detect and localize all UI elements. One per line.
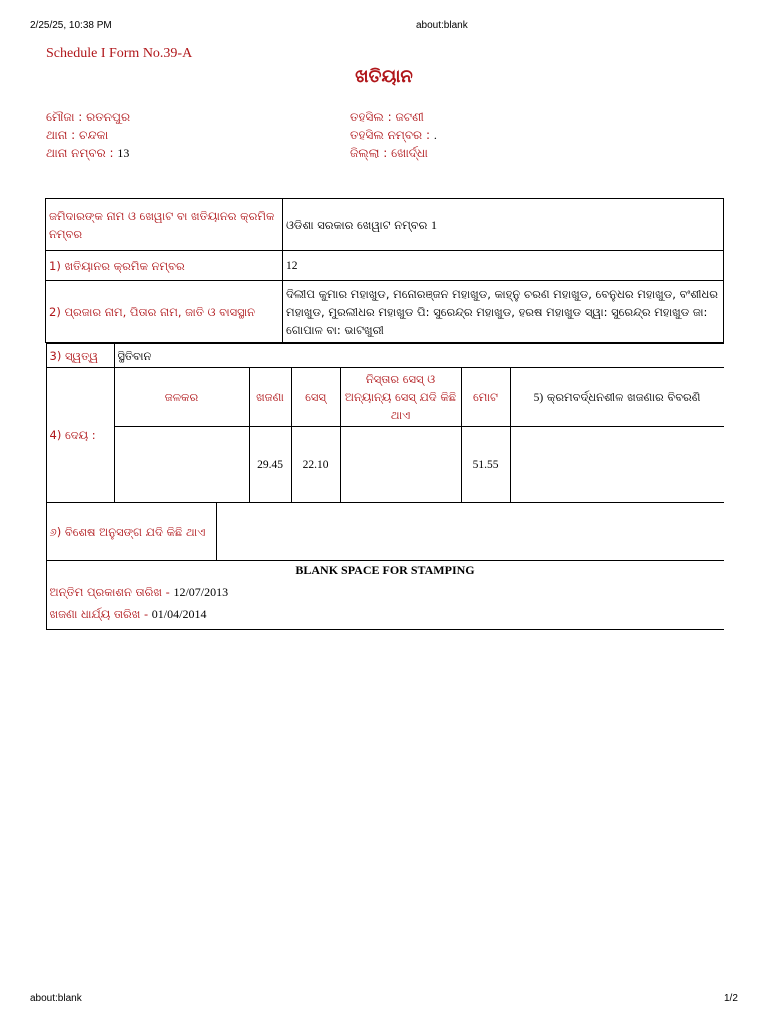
dues-header-ses: ସେସ୍ bbox=[291, 368, 340, 427]
progressive-label: କ୍ରମବର୍ଦ୍ଧନଶୀଳ ଖଜଣାର ବିବରଣି bbox=[546, 389, 701, 404]
table-row bbox=[46, 251, 724, 281]
tahasil-row bbox=[350, 108, 437, 126]
dues-header-jalakar: ଜଳକର bbox=[114, 368, 249, 427]
thana-no-label: ଥାନା ନମ୍ବର : bbox=[46, 146, 114, 160]
thana-label: ଥାନା : bbox=[46, 128, 76, 142]
thana-no-value: 13 bbox=[117, 146, 130, 160]
dues-header-row bbox=[46, 368, 724, 427]
special-value bbox=[216, 503, 724, 561]
mouza-row bbox=[46, 108, 130, 126]
print-header-url: about:blank bbox=[416, 20, 468, 31]
mouza-label: ମୌଜା : bbox=[46, 110, 83, 124]
tenant-label: 2) ପ୍ରଜାର ନାମ, ପିତାର ନାମ, ଜାତି ଓ ବାସସ୍ଥାନ bbox=[46, 281, 283, 343]
title-status-row bbox=[46, 344, 724, 368]
dues-header-mot: ମୋଟ bbox=[461, 368, 510, 427]
special-row bbox=[46, 503, 724, 561]
progressive-prefix: 5) bbox=[533, 391, 544, 404]
info-right bbox=[350, 108, 437, 162]
rent-fixation-date: 01/04/2014 bbox=[151, 607, 207, 621]
title-status-label: 3) ସ୍ୱତ୍ୱ bbox=[46, 344, 114, 368]
form-number: Schedule I Form No.39-A bbox=[46, 46, 193, 61]
table-row bbox=[46, 281, 724, 343]
district-value: ଖୋର୍ଦ୍ଧା bbox=[391, 146, 428, 160]
dues-value-progressive bbox=[510, 427, 724, 503]
mouza-value: ରତନପୁର bbox=[86, 110, 131, 124]
landlord-label: ଜମିଦାରଙ୍କ ନାମ ଓ ଖେୱାଟ ବା ଖତିୟାନର କ୍ରମିକ ନମ୍ବର bbox=[46, 199, 283, 251]
rent-fixation-label: ଖଜଣା ଧାର୍ଯ୍ୟ ତାରିଖ - bbox=[49, 607, 149, 621]
special-table bbox=[46, 502, 724, 630]
table-row bbox=[46, 343, 724, 631]
khatiyan-table bbox=[45, 198, 724, 630]
stamp-label: BLANK SPACE FOR STAMPING bbox=[295, 563, 475, 577]
info-left bbox=[46, 108, 130, 162]
dues-value-khajana: 29.45 bbox=[249, 427, 291, 503]
thana-no-row bbox=[46, 144, 130, 162]
tahasil-no-row bbox=[350, 126, 437, 144]
landlord-value-num: 1 bbox=[431, 217, 438, 232]
dues-value-nistar bbox=[340, 427, 461, 503]
dues-header-khajana: ଖଜଣା bbox=[249, 368, 291, 427]
lower-section bbox=[46, 343, 724, 631]
special-label: ୬) ବିଶେଷ ଅନୁସଙ୍ଗ ଯଦି କିଛି ଥାଏ bbox=[46, 503, 216, 561]
khatiyan-serial-label: 1) ଖତିୟାନର କ୍ରମିକ ନମ୍ବର bbox=[46, 251, 283, 281]
table-row bbox=[46, 199, 724, 251]
dues-value-mot: 51.55 bbox=[461, 427, 510, 503]
tahasil-no-value: . bbox=[433, 128, 437, 142]
print-datetime: 2/25/25, 10:38 PM bbox=[30, 20, 112, 31]
print-page-number: 1/2 bbox=[724, 993, 738, 1004]
dues-header-nistar: ନିସ୍ତାର ସେସ୍ ଓ ଅନ୍ୟାନ୍ୟ ସେସ୍ ଯଦି କିଛି ଥାଏ bbox=[340, 368, 461, 427]
title-status-value: ସ୍ଥିତିବାନ bbox=[114, 344, 724, 368]
dues-value-ses: 22.10 bbox=[291, 427, 340, 503]
dues-table bbox=[46, 343, 724, 503]
thana-row bbox=[46, 126, 130, 144]
stamp-cell bbox=[46, 561, 724, 630]
final-publication-date: 12/07/2013 bbox=[173, 585, 229, 599]
stamp-row bbox=[46, 561, 724, 630]
landlord-value bbox=[283, 199, 724, 251]
dues-label: 4) ଦେୟ : bbox=[46, 368, 114, 503]
dues-header-progressive bbox=[510, 368, 724, 427]
dues-value-jalakar bbox=[114, 427, 249, 503]
district-label: ଜିଲ୍ଲା : bbox=[350, 146, 388, 160]
dues-value-row bbox=[46, 427, 724, 503]
khatiyan-serial-value: 12 bbox=[283, 251, 724, 281]
rent-fixation-row bbox=[50, 605, 721, 623]
landlord-value-text: ଓଡିଶା ସରକାର ଖେୱାଟ ନମ୍ବର bbox=[286, 217, 428, 232]
tenant-value: ଦିଲୀପ କୁମାର ମହାଖୁଡ, ମନୋରଞ୍ଜନ ମହାଖୁଡ, କାହ୍ନୁ ଚରଣ ମହାଖୁଡ, ବେନୁଧର ମହାଖୁଡ, ବଂଶୀଧର ମହାଖୁଡ, ମୁରଲୀଧର ମହାଖୁଡ ପି: ସୁରେନ୍ଦ୍ର ମହାଖୁଡ, ହରଷ ମହାଖୁଡ ସ୍ୱା: ସୁରେନ୍ଦ୍ର ମହାଖୁଡ ଜା: ଗୋପାଳ ବା: ଭାଟଖୁରୀ bbox=[283, 281, 724, 343]
final-publication-label: ଅନ୍ତିମ ପ୍ରକାଶନ ତାରିଖ - bbox=[49, 585, 170, 599]
tahasil-label: ତହସିଲ : bbox=[350, 110, 392, 124]
tahasil-value: ଜଟଣୀ bbox=[395, 110, 424, 124]
tahasil-no-label: ତହସିଲ ନମ୍ବର : bbox=[350, 128, 431, 142]
final-publication-row bbox=[50, 583, 721, 601]
district-row bbox=[350, 144, 437, 162]
print-footer-url: about:blank bbox=[30, 993, 82, 1004]
thana-value: ଚନ୍ଦକା bbox=[79, 128, 109, 142]
page-title: ଖତିୟାନ bbox=[355, 66, 413, 87]
